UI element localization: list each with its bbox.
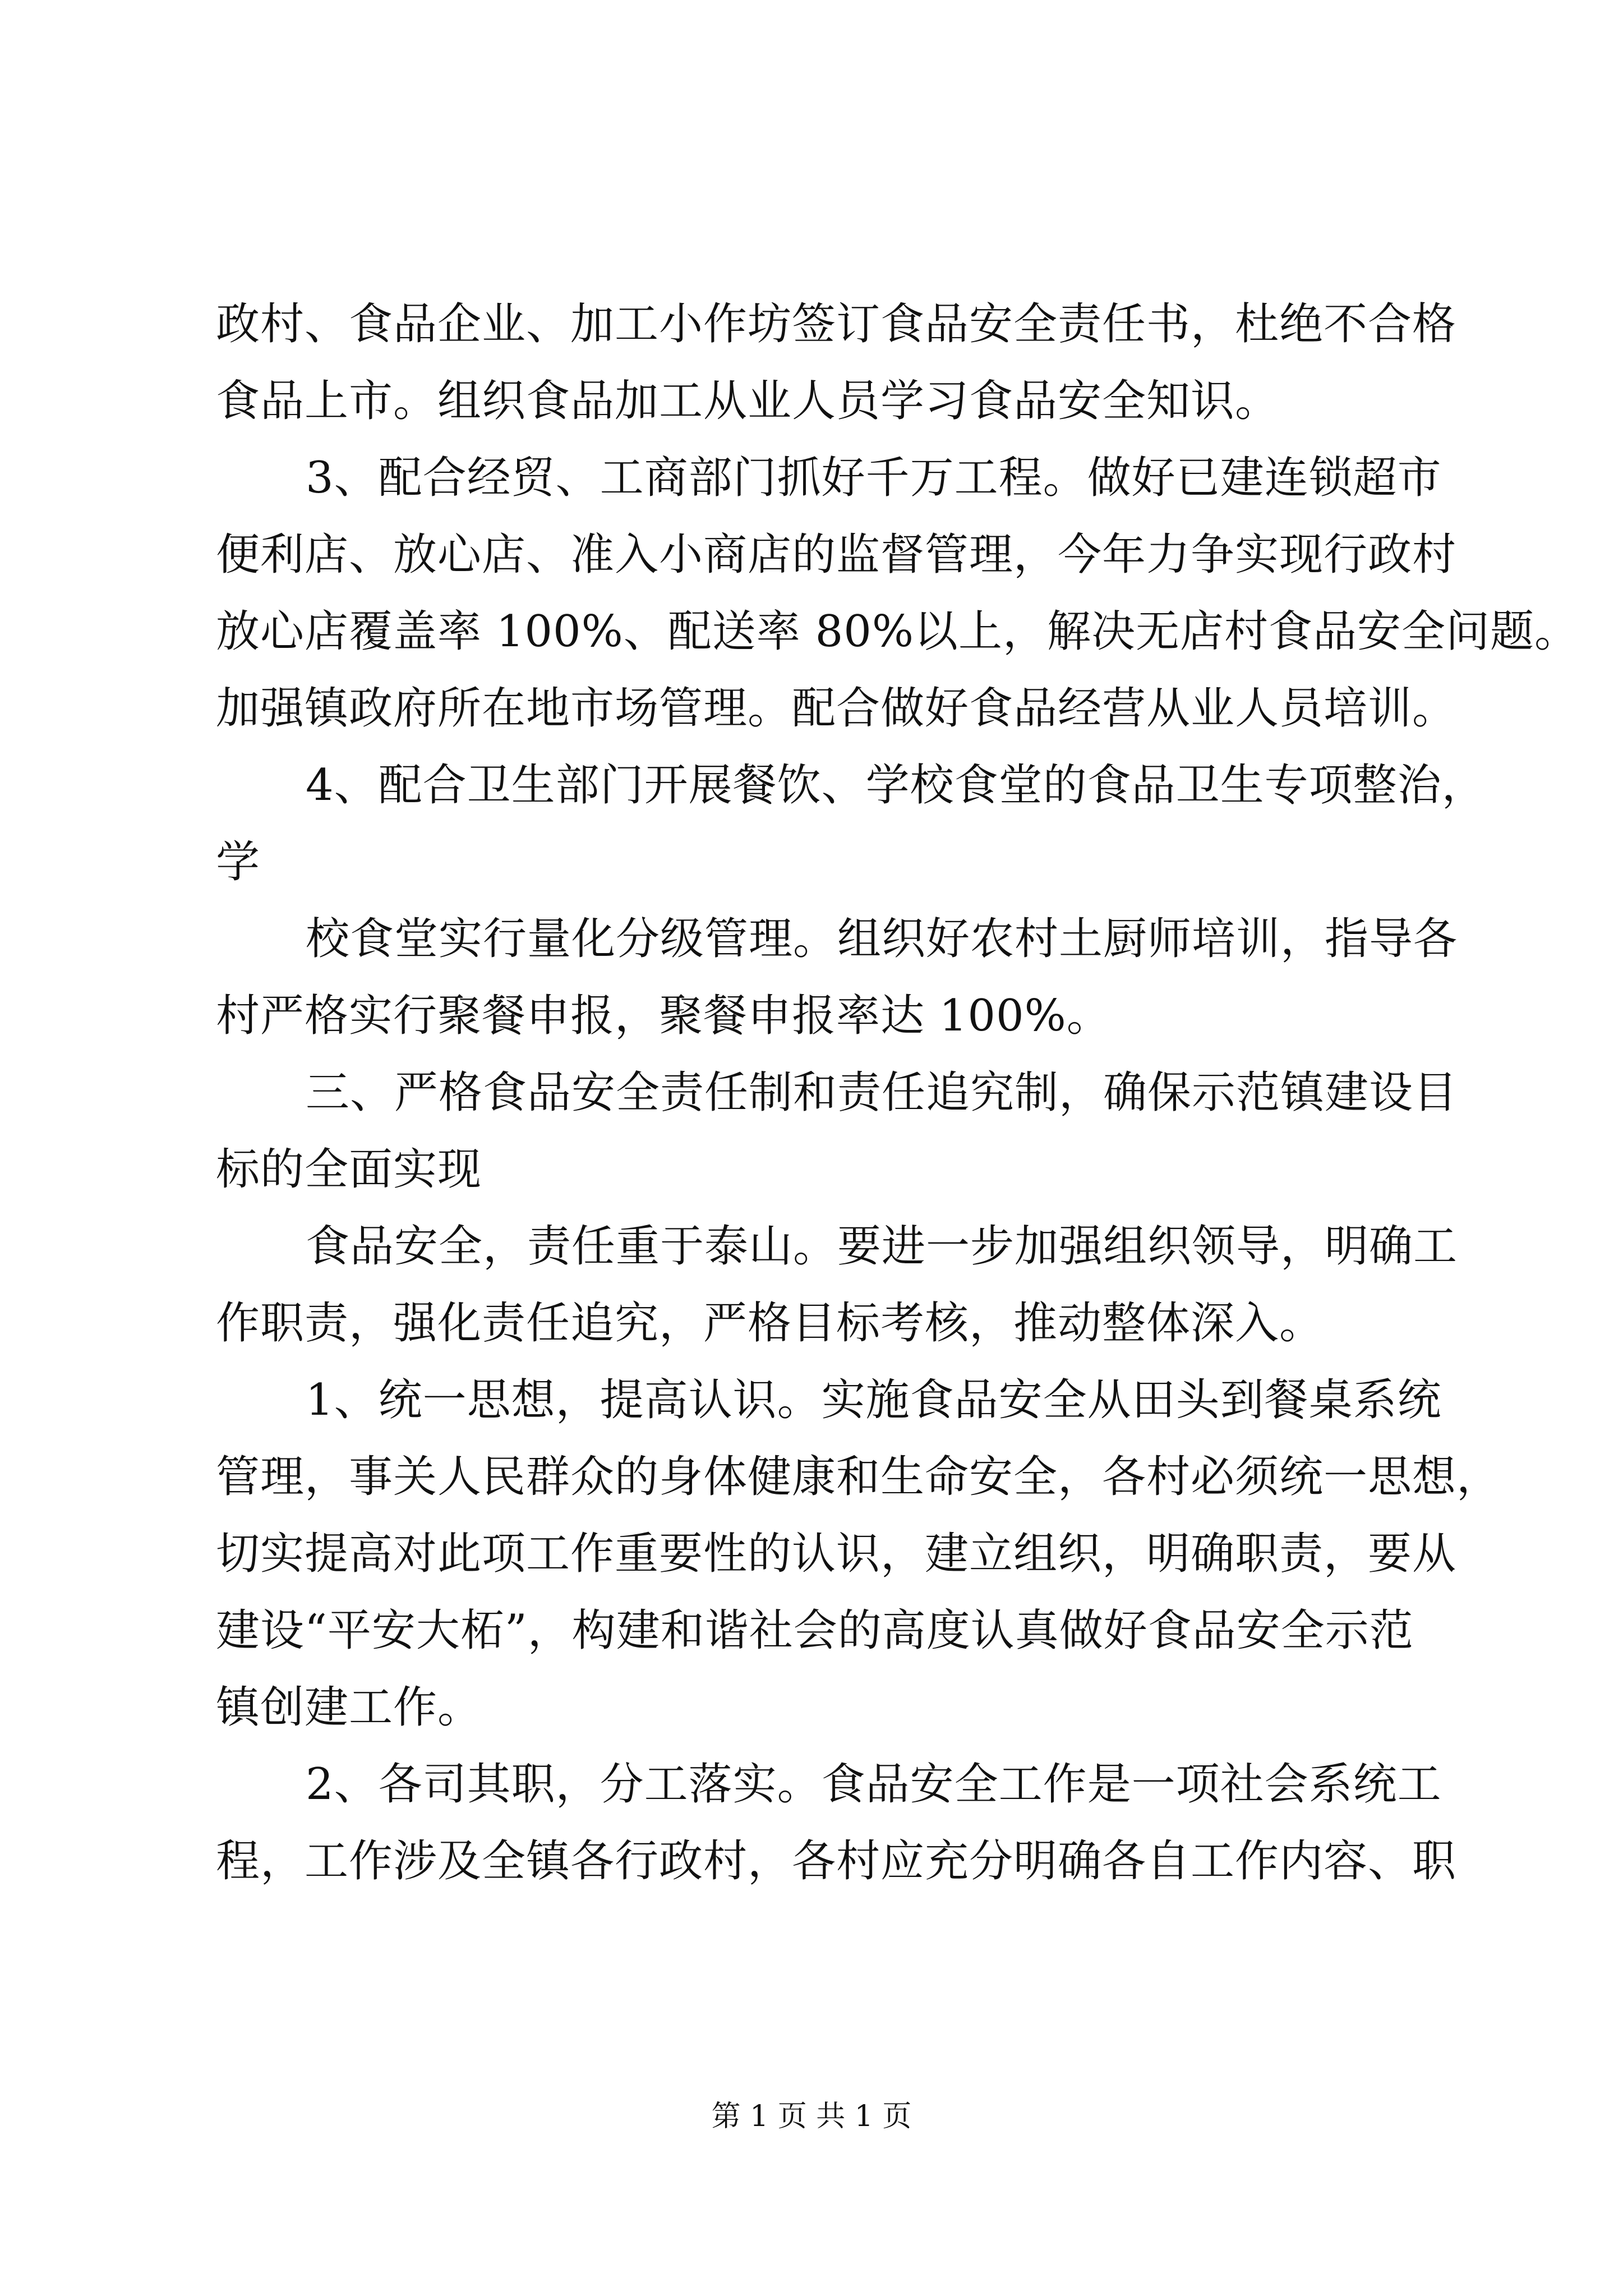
text-line: 管理，事关人民群众的身体健康和生命安全，各村必须统一思想， <box>216 1452 1501 1502</box>
section-heading: 标的全面实现 <box>216 1144 482 1195</box>
page-footer: 第 1 页 共 1 页 <box>711 2100 912 2133</box>
text-line: 4、配合卫生部门开展餐饮、学校食堂的食品卫生专项整治， <box>306 760 1486 811</box>
text-line: 程，工作涉及全镇各行政村，各村应充分明确各自工作内容、职 <box>216 1836 1457 1887</box>
text-line: 镇创建工作。 <box>216 1682 482 1733</box>
text-line: 食品上市。组织食品加工从业人员学习食品安全知识。 <box>216 376 1280 426</box>
text-line: 切实提高对此项工作重要性的认识，建立组织，明确职责，要从 <box>216 1529 1457 1579</box>
document-body <box>216 286 1579 1900</box>
section-heading: 三、严格食品安全责任制和责任追究制，确保示范镇建设目 <box>306 1068 1458 1118</box>
text-line: 政村、食品企业、加工小作坊签订食品安全责任书，杜绝不合格 <box>216 299 1457 349</box>
text-line: 便利店、放心店、准入小商店的监督管理，今年力争实现行政村 <box>216 530 1457 580</box>
text-line: 加强镇政府所在地市场管理。配合做好食品经营从业人员培训。 <box>216 683 1457 734</box>
text-line: 建设“平安大柘”，构建和谐社会的高度认真做好食品安全示范 <box>216 1605 1414 1656</box>
text-line: 2、各司其职，分工落实。食品安全工作是一项社会系统工 <box>306 1759 1442 1810</box>
text-line: 3、配合经贸、工商部门抓好千万工程。做好已建连锁超市 <box>306 453 1442 503</box>
text-line: 作职责，强化责任追究，严格目标考核，推动整体深入。 <box>216 1298 1324 1349</box>
text-line: 1、统一思想，提高认识。实施食品安全从田头到餐桌系统 <box>306 1375 1442 1425</box>
text-line: 校食堂实行量化分级管理。组织好农村土厨师培训，指导各 <box>306 914 1458 964</box>
text-line: 食品安全，责任重于泰山。要进一步加强组织领导，明确工 <box>306 1221 1458 1272</box>
text-line: 学 <box>216 837 261 887</box>
text-line: 放心店覆盖率 100%、配送率 80%以上，解决无店村食品安全问题。 <box>216 606 1579 657</box>
text-line: 村严格实行聚餐申报，聚餐申报率达 100%。 <box>216 991 1111 1041</box>
